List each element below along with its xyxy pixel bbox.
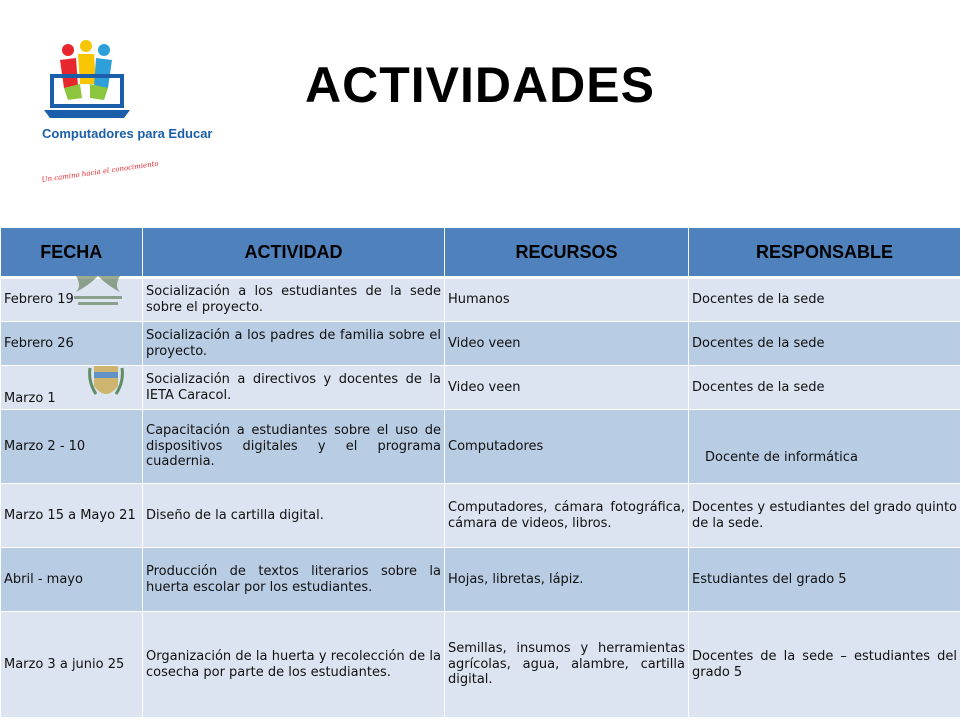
cell-recursos: Video veen	[445, 322, 689, 366]
cell-responsable: Estudiantes del grado 5	[689, 548, 961, 612]
cell-fecha: Febrero 26	[1, 322, 143, 366]
cell-recursos: Video veen	[445, 366, 689, 410]
cell-actividad: Diseño de la cartilla digital.	[143, 484, 445, 548]
table-header-row	[1, 228, 961, 278]
cell-responsable: Docentes de la sede – estudiantes del grado 5	[689, 612, 961, 718]
cell-fecha: Marzo 15 a Mayo 21	[1, 484, 143, 548]
logo-slogan: Un camino hacia el conocimiento	[41, 159, 160, 184]
cell-responsable: Docente de informática	[689, 410, 961, 484]
table-row	[1, 278, 961, 322]
cell-fecha: Abril - mayo	[1, 548, 143, 612]
logo-text: Computadores para Educar	[42, 126, 213, 141]
table-row	[1, 322, 961, 366]
cell-responsable: Docentes y estudiantes del grado quinto de la sede.	[689, 484, 961, 548]
table-row	[1, 410, 961, 484]
university-seal-icon	[68, 272, 128, 312]
table-row	[1, 484, 961, 548]
cell-actividad: Producción de textos literarios sobre la huerta escolar por los estudiantes.	[143, 548, 445, 612]
cell-fecha: Marzo 1	[1, 366, 143, 410]
column-header-recursos: RECURSOS	[445, 228, 689, 278]
cell-actividad: Socialización a los estudiantes de la sede sobre el proyecto.	[143, 278, 445, 322]
cell-recursos: Computadores, cámara fotográfica, cámara de videos, libros.	[445, 484, 689, 548]
cell-actividad: Capacitación a estudiantes sobre el uso de dispositivos digitales y el programa cuadernia.	[143, 410, 445, 484]
cell-actividad: Socialización a directivos y docentes de la IETA Caracol.	[143, 366, 445, 410]
page-title: ACTIVIDADES	[305, 57, 655, 113]
table-row	[1, 612, 961, 718]
cell-responsable: Docentes de la sede	[689, 322, 961, 366]
column-header-fecha: FECHA	[1, 228, 143, 278]
cell-recursos: Computadores	[445, 410, 689, 484]
cell-recursos: Semillas, insumos y herramientas agrícolas, agua, alambre, cartilla digital.	[445, 612, 689, 718]
table-row	[1, 366, 961, 410]
cell-actividad: Socialización a los padres de familia sobre el proyecto.	[143, 322, 445, 366]
column-header-actividad: ACTIVIDAD	[143, 228, 445, 278]
cell-fecha: Febrero 19	[1, 278, 143, 322]
cell-recursos: Humanos	[445, 278, 689, 322]
table-row	[1, 548, 961, 612]
cell-recursos: Hojas, libretas, lápiz.	[445, 548, 689, 612]
cell-responsable: Docentes de la sede	[689, 366, 961, 410]
cell-fecha: Marzo 3 a junio 25	[1, 612, 143, 718]
colombia-coat-of-arms-icon	[88, 362, 124, 404]
activities-table	[0, 228, 961, 718]
cell-responsable: Docentes de la sede	[689, 278, 961, 322]
cell-fecha: Marzo 2 - 10	[1, 410, 143, 484]
column-header-responsable: RESPONSABLE	[689, 228, 961, 278]
cell-actividad: Organización de la huerta y recolección de la cosecha por parte de los estudiantes.	[143, 612, 445, 718]
